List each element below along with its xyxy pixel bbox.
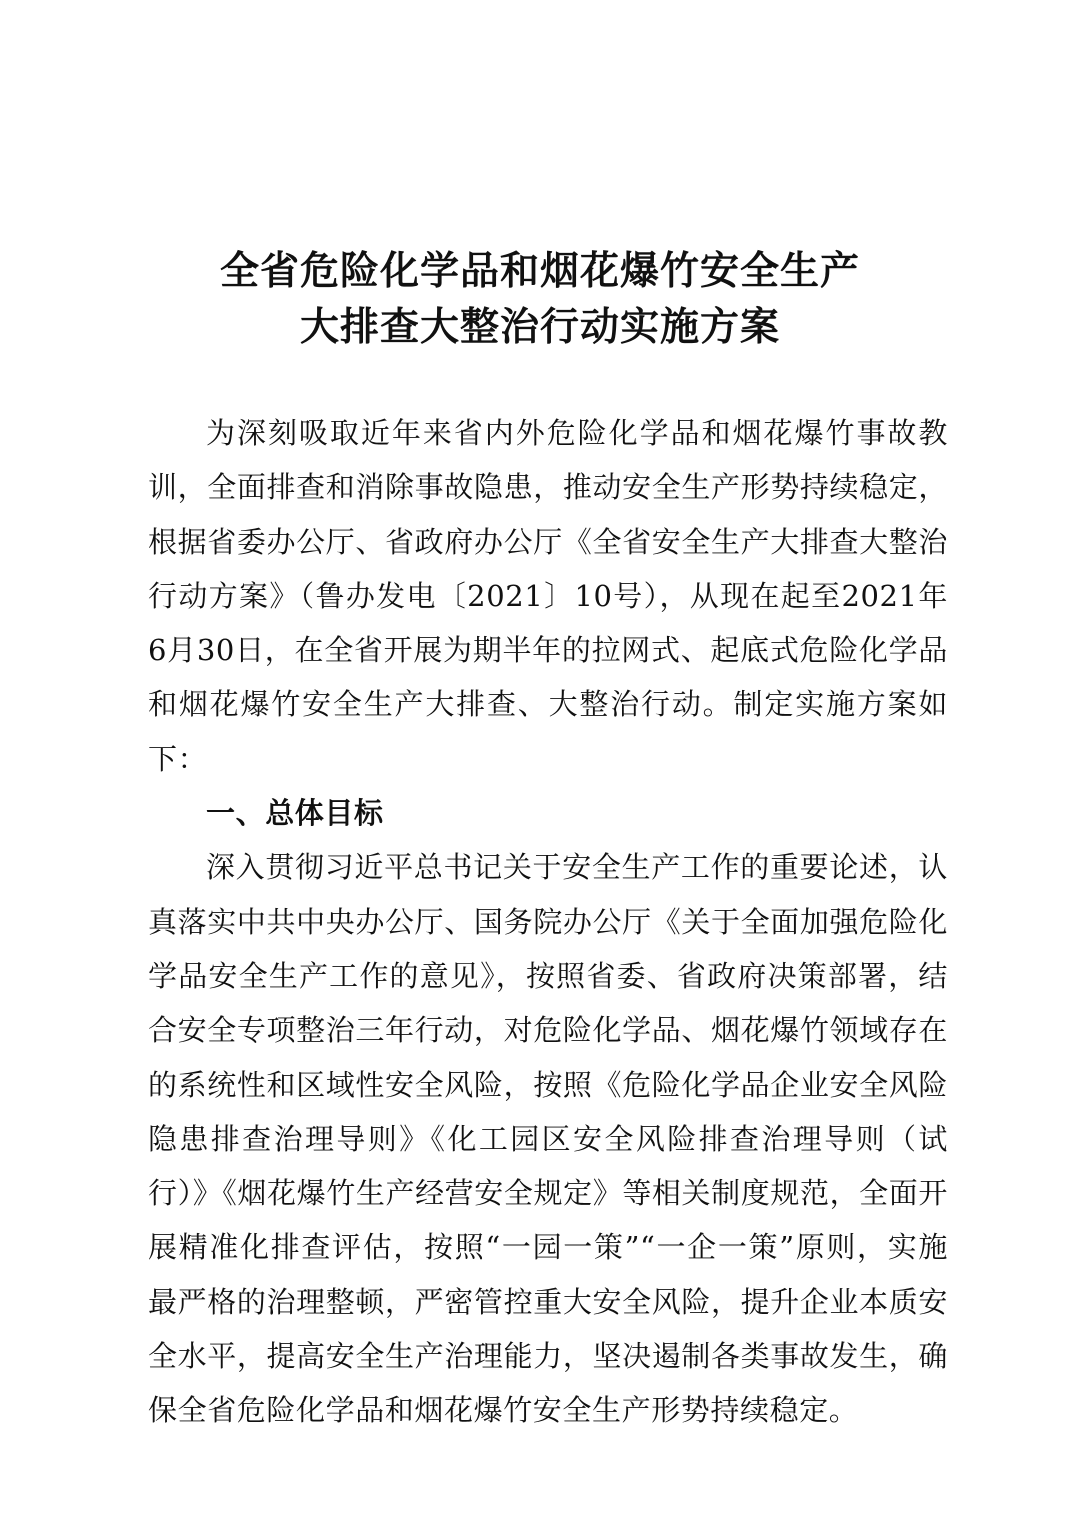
title-line-1: 全省危险化学品和烟花爆竹安全生产 [219, 249, 860, 294]
section-paragraph-overall-goal: 深入贯彻习近平总书记关于安全生产工作的重要论述，认真落实中共中央办公厅、国务院办公厅《关于全面加强危险化学品安全生产工作的意见》，按照省委、省政府决策部署，结合安全专项整治三年行动，对危险化学品、烟花爆竹领域存在的系统性和区域性安全风险，按照《危险化学品企业安全风险隐患排查治理导则》《化工园区安全风险排查治理导则（试行）》《烟花爆竹生产经营安全规定》等相关制度规范，全面开展精准化排查评估，按照“一园一策”“一企一策”原则，实施最严格的治理整顿，严密管控重大安全风险，提升企业本质安全水平，提高安全生产治理能力，坚决遏制各类事故发生，确保全省危险化学品和烟花爆竹安全生产形势持续稳定。 [148, 850, 948, 1428]
title-line-2: 大排查大整治行动实施方案 [299, 305, 780, 350]
section-heading-overall-goal: 一、总体目标 [206, 796, 384, 831]
intro-paragraph: 为深刻吸取近年来省内外危险化学品和烟花爆竹事故教训，全面排查和消除事故隐患，推动安全生产形势持续稳定，根据省委办公厅、省政府办公厅《全省安全生产大排查大整治行动方案》（鲁办发电〔2021〕10号），从现在起至2021年6月30日，在全省开展为期半年的拉网式、起底式危险化学品和烟花爆竹安全生产大排查、大整治行动。制定实施方案如下： [148, 416, 948, 776]
document-title [0, 244, 1080, 356]
document-body [148, 406, 948, 1438]
